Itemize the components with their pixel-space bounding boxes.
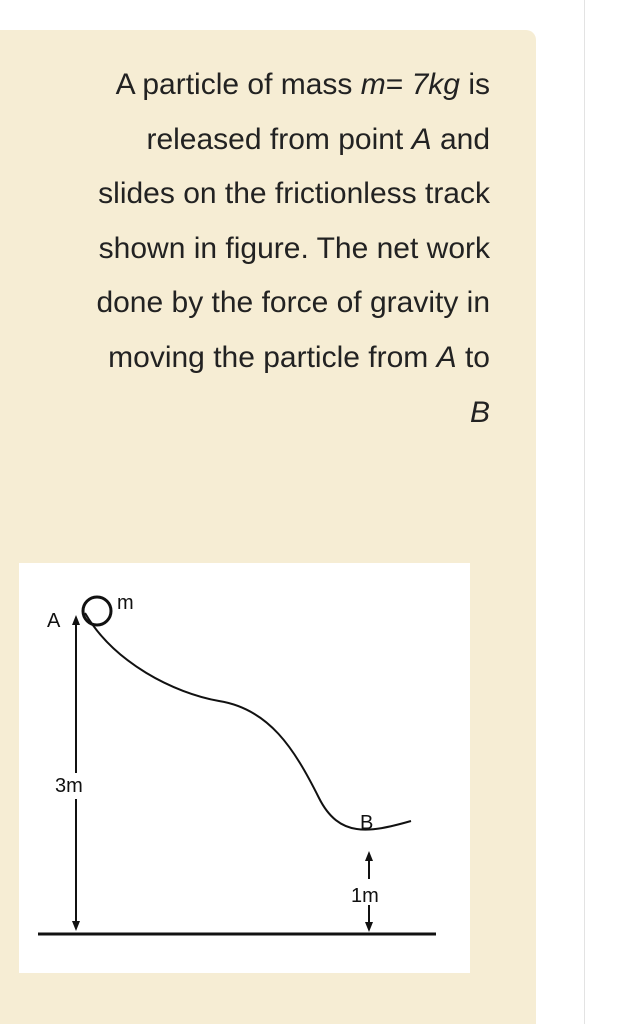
question-line-1-post: is xyxy=(460,68,490,101)
question-line-4: shown in figure. The net work xyxy=(98,231,490,265)
track-diagram xyxy=(19,563,470,973)
track-curve xyxy=(85,613,411,830)
question-line-6-post: to xyxy=(456,340,490,374)
particle-circle xyxy=(83,597,111,625)
label-point-a: A xyxy=(47,610,61,632)
point-a-variable-2: A xyxy=(436,340,457,374)
question-line-1 xyxy=(0,58,490,113)
height-a-arrow-down xyxy=(72,921,80,931)
label-mass: m xyxy=(117,592,134,614)
question-line-2-post: and xyxy=(431,122,490,156)
label-height-a: 3m xyxy=(55,775,83,797)
track-figure xyxy=(19,563,470,973)
height-a-arrow-up xyxy=(72,615,80,625)
question-text xyxy=(0,58,490,440)
label-height-b: 1m xyxy=(351,885,379,907)
question-line-6-pre: moving the particle from xyxy=(108,340,437,374)
question-line-7 xyxy=(0,386,490,441)
question-line-1-equals: = xyxy=(385,68,412,101)
question-line-2 xyxy=(0,113,490,168)
mass-value: 7kg xyxy=(411,68,460,101)
point-a-variable: A xyxy=(411,122,432,156)
question-line-1-pre: A particle of mass xyxy=(115,68,361,101)
height-b-arrow-up xyxy=(365,851,373,861)
point-b-variable: B xyxy=(469,395,490,429)
mass-variable: m xyxy=(360,68,386,101)
height-b-arrow-down xyxy=(365,922,373,932)
question-line-2-pre: released from point xyxy=(146,122,412,156)
question-line-3: slides on the frictionless track xyxy=(98,177,490,211)
label-point-b: B xyxy=(360,812,374,834)
question-line-6 xyxy=(0,331,490,386)
question-line-5: done by the force of gravity in xyxy=(96,286,490,320)
page-divider xyxy=(584,0,585,1024)
